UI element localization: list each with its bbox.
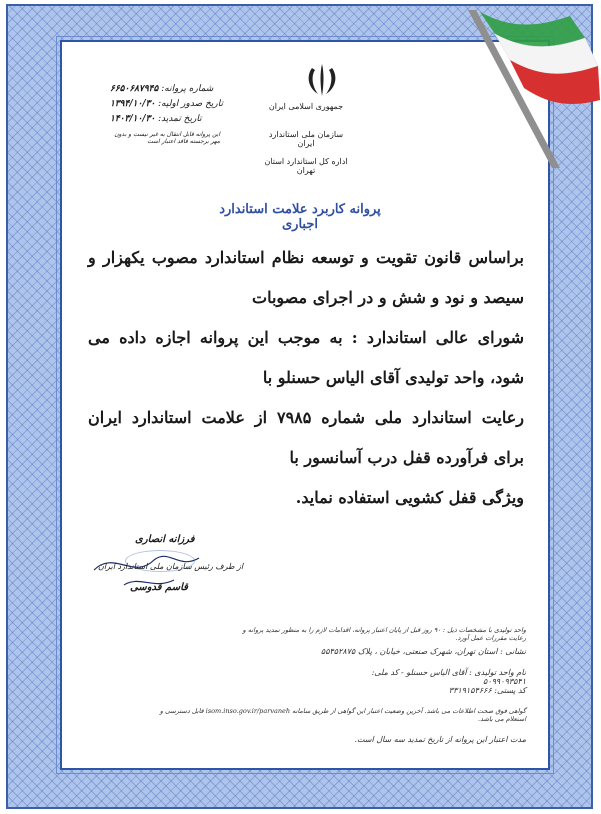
license-number-label: شماره پروانه:: [161, 84, 214, 94]
org-line-1: جمهوری اسلامی ایران: [268, 102, 344, 111]
first-issue-date: ۱۳۹۴/۱۰/۳۰: [110, 99, 156, 109]
body-line-3: رعایت استاندارد ملی شماره ۷۹۸۵ از علامت استاندارد ایران برای فرآورده قفل درب آسانسور با: [88, 408, 524, 467]
footer-line-3: [330, 668, 526, 686]
footer-line-5: گواهی فوق صحت اطلاعات می باشد. آخرین وضعیت اعتبار این گواهی از طریق سامانه isom.inso.gov.ir/parvaneh قابل دسترسی و استعلام می باشد.: [159, 707, 526, 723]
org-line-2: سازمان ملی استاندارد ایران: [268, 130, 344, 148]
signer-name-1: فرزانه انصاری: [135, 534, 195, 545]
header-note: این پروانه قابل انتقال به غیر نیست و بدون مهر برجسته فاقد اعتبار است: [114, 131, 220, 145]
address-label: نشانی : استان تهران، شهرک صنعتی، خیابان ، پلاک: [357, 647, 526, 656]
code-value: ۳۳۱۹۱۵۴۶۶۶: [448, 686, 492, 695]
iran-emblem-icon: [300, 62, 344, 98]
first-issue-row: [110, 99, 223, 109]
body-line-4: ویژگی قفل کشویی استفاده نماید.: [295, 488, 524, 507]
unit-name-label: نام واحد تولیدی : آقای الیاس حسنلو - کد ملی:: [371, 668, 526, 677]
renewal-row: [110, 114, 202, 124]
document-title: پروانه کاربرد علامت استاندارد اجباری: [219, 202, 381, 232]
signer-name-2: قاسم قدوسی: [130, 582, 188, 593]
body-line-2: شورای عالی استاندارد : به موجب این پروانه اجازه داده می شود، واحد تولیدی آقای الیاس حسنلو با: [88, 328, 524, 387]
code-label: کد پستی:: [494, 686, 526, 695]
footer-line-1: واحد تولیدی با مشخصات ذیل : ۹۰ روز قبل از پایان اعتبار پروانه، اقدامات لازم را به منظور تمدید پروانه و رعایت مقررات عمل آورد.: [242, 626, 526, 642]
renewal-date: ۱۴۰۳/۱۰/۳۰: [110, 114, 156, 124]
body-line-1: براساس قانون تقویت و توسعه نظام استاندارد مصوب یکهزار و سیصد و نود و شش و در اجرای مصوبات: [88, 248, 524, 307]
footer-line-4: [420, 686, 526, 695]
footer-line-2: [300, 647, 526, 656]
signer-title: از طرف رئیس سازمان ملی استاندارد ایران: [98, 562, 244, 571]
footer-line-6: مدت اعتبار این پروانه از تاریخ تمدید سه سال است.: [354, 735, 526, 744]
certificate-text: [88, 238, 524, 518]
postal-code: ۵۵۴۵۲۸۷۵: [320, 647, 356, 656]
org-line-3: اداره کل استاندارد استان تهران: [264, 157, 348, 175]
iran-flag-icon: [440, 8, 600, 168]
license-number: ۶۶۵۰۶۸۷۹۴۵: [110, 84, 159, 94]
renewal-label: تاریخ تمدید:: [158, 114, 202, 124]
first-issue-label: تاریخ صدور اولیه:: [158, 99, 223, 109]
national-id: ۵۰۹۹۰۹۳۵۴۱: [483, 677, 526, 686]
license-number-row: [110, 84, 213, 94]
